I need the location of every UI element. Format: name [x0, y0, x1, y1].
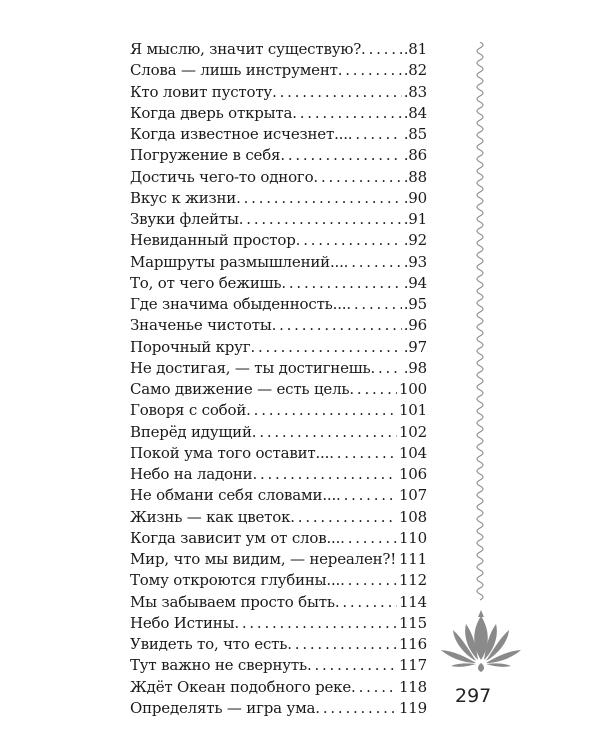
entry-title: Маршруты размышлений...	[130, 252, 344, 271]
toc-entry	[130, 167, 427, 188]
entry-page: 116	[398, 635, 427, 653]
entry-page: .98	[403, 358, 427, 377]
toc-entry	[130, 337, 427, 358]
entry-title: Жизнь — как цветок	[130, 507, 291, 526]
entry-title: Вкус к жизни	[130, 188, 237, 207]
toc-entry	[130, 443, 427, 464]
dot-leader	[329, 443, 397, 464]
dot-leader	[280, 145, 401, 166]
entry-page: .97	[403, 337, 427, 356]
entry-title: Кто ловит пустоту	[130, 82, 273, 101]
toc-entry	[130, 507, 427, 528]
entry-title: Когда известное исчезнет...	[130, 125, 348, 143]
entry-title: Звуки флейты	[130, 210, 239, 228]
entry-page: .83	[403, 82, 427, 101]
dot-leader	[340, 528, 397, 549]
toc-entry	[130, 592, 427, 613]
entry-page: .90	[403, 188, 427, 207]
dot-leader	[252, 422, 397, 443]
entry-title: Погружение в себя	[130, 146, 281, 165]
table-of-contents	[130, 39, 427, 719]
toc-entry	[130, 39, 427, 60]
toc-entry	[130, 358, 427, 379]
entry-page: 117	[398, 656, 427, 675]
toc-entry	[130, 124, 427, 145]
entry-page: 111	[398, 550, 427, 568]
entry-page: 106	[398, 465, 427, 483]
toc-entry	[130, 570, 427, 591]
dot-leader	[236, 188, 402, 209]
entry-page: 101	[398, 401, 427, 420]
dot-leader	[370, 358, 401, 379]
entry-page: .86	[403, 146, 427, 165]
entry-title: Говоря с собой	[130, 401, 247, 420]
entry-page: 100	[398, 380, 427, 398]
entry-page: 107	[398, 486, 427, 505]
entry-page: 102	[398, 422, 427, 441]
toc-entry	[130, 60, 427, 81]
entry-page: 104	[398, 443, 427, 462]
dot-leader	[351, 677, 397, 698]
toc-entry	[130, 655, 427, 676]
entry-page: .84	[403, 103, 427, 122]
toc-entry	[130, 613, 427, 634]
dot-leader	[313, 167, 401, 188]
entry-page: 114	[398, 592, 427, 611]
dot-leader	[338, 60, 402, 81]
entry-page: 115	[398, 613, 427, 632]
entry-title: Не достигая, — ты достигнешь	[130, 358, 371, 377]
entry-page: .96	[403, 316, 427, 335]
wavy-line-ornament	[470, 42, 490, 602]
entry-title: Вперёд идущий	[130, 422, 252, 441]
toc-entry	[130, 103, 427, 124]
toc-entry	[130, 400, 427, 421]
entry-title: Определять — игра ума	[130, 698, 316, 717]
wave-path	[477, 42, 483, 600]
entry-title: Само движение — есть цель	[130, 380, 350, 398]
entry-page: .82	[403, 61, 427, 80]
toc-entry	[130, 252, 427, 273]
dot-leader	[296, 230, 402, 251]
entry-title: Покой ума того оставит...	[130, 443, 330, 462]
entry-title: Небо Истины	[130, 613, 235, 632]
entry-title: Тому откроются глубины...	[130, 571, 341, 590]
entry-page: 112	[398, 571, 427, 590]
dot-leader	[346, 294, 401, 315]
entry-page: 118	[398, 677, 427, 696]
dot-leader	[349, 379, 397, 400]
toc-entry	[130, 209, 427, 230]
toc-entry	[130, 677, 427, 698]
dot-leader	[361, 39, 402, 60]
dot-leader	[234, 613, 397, 634]
toc-entry	[130, 315, 427, 336]
dot-leader	[344, 252, 402, 273]
dot-leader	[287, 634, 397, 655]
toc-entry	[130, 273, 427, 294]
entry-title: Увидеть то, что есть	[130, 635, 288, 653]
dot-leader	[250, 337, 401, 358]
toc-entry	[130, 464, 427, 485]
entry-page: .91	[403, 210, 427, 228]
entry-title: Не обмани себя словами...	[130, 486, 337, 505]
entry-page: 108	[398, 507, 427, 526]
dot-leader	[252, 464, 397, 485]
entry-title: Когда зависит ум от слов...	[130, 528, 341, 547]
entry-title: Порочный круг	[130, 337, 251, 356]
dot-leader	[315, 698, 397, 719]
entry-page: .92	[403, 231, 427, 250]
dot-leader	[246, 400, 397, 421]
entry-title: Я мыслю, значит существую?	[130, 40, 362, 58]
dot-leader	[239, 209, 402, 230]
toc-entry	[130, 188, 427, 209]
toc-entry	[130, 698, 427, 719]
toc-entry	[130, 230, 427, 251]
entry-title: Ждёт Океан подобного реке	[130, 677, 352, 696]
entry-title: Слова — лишь инструмент	[130, 61, 338, 80]
page-number: 297	[455, 685, 492, 707]
dot-leader	[348, 124, 402, 145]
toc-entry	[130, 422, 427, 443]
entry-title: Тут важно не свернуть	[130, 656, 307, 675]
toc-entry	[130, 549, 427, 570]
entry-title: Небо на ладони	[130, 465, 253, 483]
dot-leader	[340, 570, 397, 591]
dot-leader	[335, 592, 397, 613]
toc-entry	[130, 82, 427, 103]
entry-page: 110	[398, 528, 427, 547]
toc-entry	[130, 379, 427, 400]
entry-page: .93	[403, 252, 427, 271]
entry-title: Мы забываем просто быть	[130, 592, 335, 611]
toc-entry	[130, 528, 427, 549]
entry-title: Невиданный простор	[130, 231, 296, 250]
entry-title: То, от чего бежишь	[130, 273, 282, 292]
dot-leader	[292, 103, 402, 124]
toc-entry	[130, 145, 427, 166]
toc-entry	[130, 294, 427, 315]
toc-entry	[130, 634, 427, 655]
entry-title: Когда дверь открыта	[130, 103, 293, 122]
entry-page: .94	[403, 273, 427, 292]
dot-leader	[272, 315, 402, 336]
entry-page: .81	[403, 40, 427, 58]
lotus-icon	[436, 608, 526, 673]
entry-page: .85	[403, 125, 427, 143]
toc-entry	[130, 485, 427, 506]
entry-title: Мир, что мы видим, — нереален?!	[130, 550, 397, 568]
dot-leader	[336, 485, 397, 506]
dot-leader	[307, 655, 397, 676]
entry-title: Значенье чистоты	[130, 316, 272, 335]
dot-leader	[290, 507, 397, 528]
dot-leader	[281, 273, 401, 294]
entry-title: Где значима обыденность...	[130, 295, 347, 313]
entry-title: Достичь чего-то одного	[130, 167, 314, 186]
dot-leader	[272, 82, 402, 103]
entry-page: .95	[403, 295, 427, 313]
entry-page: .88	[403, 167, 427, 186]
entry-page: 119	[398, 698, 427, 717]
